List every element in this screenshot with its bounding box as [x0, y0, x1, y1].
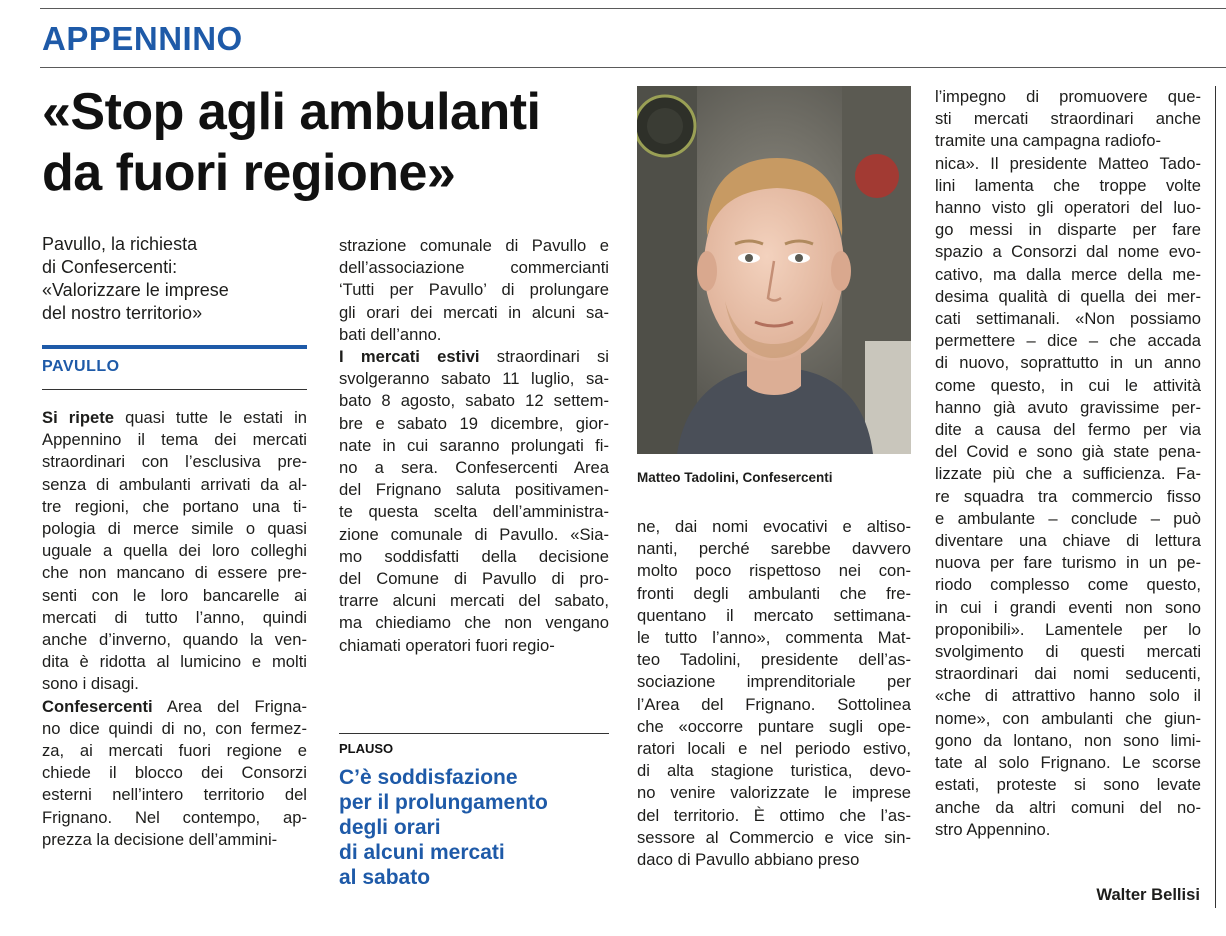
text-line: [42, 718, 307, 740]
text-line: [935, 774, 1201, 796]
line-text: za, ai mercati fuori regione e: [42, 741, 307, 761]
line-text: bato 8 agosto, sabato 12 settem-: [339, 391, 609, 411]
text-line: [339, 479, 609, 501]
line-text: dite a causa del fermo per via: [935, 420, 1201, 440]
text-line: [637, 560, 911, 582]
text-line: [935, 197, 1201, 219]
line-text: no a sera. Confesercenti Area: [339, 458, 609, 478]
portrait-illustration: [637, 86, 911, 454]
line-text: re squadra tra commercio fisso: [935, 486, 1201, 506]
text-line: [339, 368, 609, 390]
line-text: te questa scelta dell’amministra-: [339, 502, 609, 522]
text-line: [339, 413, 609, 435]
text-line: [42, 607, 307, 629]
line-text: del Frignano saluta positivamen-: [339, 480, 609, 500]
line-text: quasi tutte le estati in: [113, 408, 307, 427]
line-text: ma chiediamo che non vengano: [339, 613, 609, 633]
text-line: [637, 849, 911, 871]
text-line: [935, 574, 1201, 596]
article-column-3: [637, 516, 911, 871]
text-line: [42, 629, 307, 651]
text-line: [339, 524, 609, 546]
text-line: [339, 590, 609, 612]
text-line: [935, 597, 1201, 619]
text-line: [935, 685, 1201, 707]
lead-in: Si ripete: [42, 408, 114, 427]
text-line: [637, 538, 911, 560]
line-text: esterni nell’intero territorio del: [42, 785, 307, 805]
line-text: fronti degli ambulanti che fre-: [637, 583, 911, 603]
box-headline-line: per il prolungamento: [339, 791, 548, 814]
line-text: bati dell’anno.: [339, 324, 442, 344]
text-line: [42, 784, 307, 806]
line-text: nuova per fare turismo in un pe-: [935, 553, 1201, 573]
text-line: [339, 612, 609, 634]
line-text: come questo, in cui le attività: [935, 375, 1201, 395]
text-line: [339, 568, 609, 590]
line-text: nome», con ambulanti che giun-: [935, 708, 1201, 728]
text-line: [42, 474, 307, 496]
kicker-rule: [42, 389, 307, 390]
text-line: [339, 279, 609, 301]
line-text: svolgimento di questi mercati: [935, 642, 1201, 662]
line-text: molto poco rispettoso nei con-: [637, 561, 911, 581]
line-text: uguale a quella dei loro colleghi: [42, 541, 307, 561]
text-line: [637, 716, 911, 738]
column-divider: [1215, 86, 1216, 908]
line-text: gono da lontano, non sono limi-: [935, 730, 1201, 750]
box-top-rule: [339, 733, 609, 734]
line-text: nica». Il presidente Matteo Tado-: [935, 153, 1201, 173]
article-column-1: [42, 407, 307, 851]
text-line: [935, 797, 1201, 819]
box-label: PLAUSO: [339, 741, 394, 756]
text-line: [339, 457, 609, 479]
text-line: [935, 552, 1201, 574]
line-text: cati settimanali. «Non possiamo: [935, 309, 1201, 329]
text-line: [637, 671, 911, 693]
text-line: [339, 435, 609, 457]
line-text: go messi in disparte per fare: [935, 220, 1201, 240]
text-line: [339, 324, 609, 346]
line-text: che «occorre puntare sugli ope-: [637, 716, 911, 736]
text-line: [935, 441, 1201, 463]
text-line: [42, 740, 307, 762]
line-text: anche d’inverno, quando la ven-: [42, 630, 307, 650]
line-text: hanno visto gli operatori del luo-: [935, 198, 1201, 218]
article-column-2: [339, 235, 609, 657]
text-line: [339, 257, 609, 279]
line-text: bre e sabato 19 dicembre, gior-: [339, 413, 609, 433]
subhead-line: Pavullo, la richiesta: [42, 234, 198, 254]
text-line: [935, 752, 1201, 774]
text-line: [42, 829, 307, 851]
text-line: [935, 130, 1201, 152]
text-line: [42, 562, 307, 584]
line-text: tate al solo Frignano. Le scorse: [935, 753, 1201, 773]
text-line: [42, 451, 307, 473]
subhead-line: «Valorizzare le imprese: [42, 280, 229, 300]
lead-in: I mercati estivi: [339, 347, 480, 367]
line-text: ratori locali e nel periodo estivo,: [637, 739, 911, 759]
text-line: [935, 486, 1201, 508]
line-text: lini lamenta che troppe volte: [935, 175, 1201, 195]
text-line: [339, 390, 609, 412]
text-line: [935, 708, 1201, 730]
line-text: desima qualità di quella dei mer-: [935, 286, 1201, 306]
text-line: [935, 352, 1201, 374]
line-text: daco di Pavullo abbiano preso: [637, 850, 860, 870]
line-text: straordinari dai nomi seducenti,: [935, 664, 1201, 684]
subheadline: [42, 233, 322, 325]
line-text: senti con le loro bancarelle ai: [42, 585, 307, 605]
line-text: del Covid e sono già state pena-: [935, 442, 1201, 462]
line-text: no venire valorizzate le imprese: [637, 783, 911, 803]
text-line: [935, 530, 1201, 552]
line-text: spazio a Consorzi dal nome evo-: [935, 242, 1201, 262]
lead-in: Confesercenti: [42, 696, 153, 716]
author-signature: Walter Bellisi: [1096, 885, 1200, 904]
text-line: [339, 346, 609, 368]
subhead-line: del nostro territorio»: [42, 303, 203, 323]
line-text: dita è ridotta al lumicino e molti: [42, 652, 307, 672]
text-line: [935, 375, 1201, 397]
line-text: del Comune di Pavullo di pro-: [339, 569, 609, 589]
line-text: che non mancano di essere pre-: [42, 563, 307, 583]
text-line: [935, 241, 1201, 263]
line-text: Area del Frigna-: [152, 696, 307, 716]
line-text: chiede il blocco dei Consorzi: [42, 763, 307, 783]
line-text: sono i disagi.: [42, 674, 139, 694]
text-line: [42, 585, 307, 607]
subhead-line: di Confesercenti:: [42, 257, 178, 277]
line-text: prezza la decisione dell’ammini-: [42, 829, 278, 849]
headline: [42, 82, 632, 204]
line-text: del territorio. È ottimo che l’as-: [637, 805, 911, 825]
text-line: [935, 508, 1201, 530]
line-text: straordinari si: [479, 347, 609, 367]
line-text: mo soddisfatti della decisione: [339, 546, 609, 566]
headline-line: da fuori regione»: [42, 144, 456, 202]
line-text: diventare una chiave di lettura: [935, 531, 1201, 551]
text-line: [637, 649, 911, 671]
top-rule: [40, 8, 1226, 9]
text-line: [42, 651, 307, 673]
text-line: [42, 429, 307, 451]
line-text: trarre alcuni mercati del sabato,: [339, 591, 609, 611]
text-line: [935, 264, 1201, 286]
line-text: cativo, ma dalla merce della me-: [935, 264, 1201, 284]
line-text: di alta stagione turistica, devo-: [637, 761, 911, 781]
line-text: «che di attrattivo hanno solo il: [935, 686, 1201, 706]
line-text: hanno già avuto gravissime per-: [935, 397, 1201, 417]
photo-caption: Matteo Tadolini, Confesercenti: [637, 470, 833, 485]
text-line: [637, 827, 911, 849]
text-line: [42, 696, 307, 718]
section-rule: [40, 67, 1226, 68]
text-line: [935, 86, 1201, 108]
text-line: [339, 635, 609, 657]
line-text: quentano il mercato settimana-: [637, 605, 911, 625]
text-line: [935, 463, 1201, 485]
line-text: sessore al Commercio e vice sin-: [637, 827, 911, 847]
line-text: svolgeranno sabato 11 luglio, sa-: [339, 369, 609, 389]
article-column-4: [935, 86, 1201, 841]
line-text: teo Tadolini, presidente dell’as-: [637, 650, 911, 670]
line-text: l’impegno di promuovere que-: [935, 87, 1201, 106]
line-text: le tutto l’anno», commenta Mat-: [637, 628, 911, 648]
text-line: [935, 286, 1201, 308]
line-text: nanti, perché sarebbe davvero: [637, 539, 911, 559]
text-line: [637, 583, 911, 605]
text-line: [935, 641, 1201, 663]
text-line: [637, 605, 911, 627]
text-line: [935, 308, 1201, 330]
text-line: [42, 518, 307, 540]
text-line: [637, 627, 911, 649]
text-line: [935, 663, 1201, 685]
line-text: pologia di merce simile o quasi: [42, 519, 307, 539]
text-line: [637, 738, 911, 760]
line-text: nate in cui saranno prolungati fi-: [339, 435, 609, 455]
line-text: gli orari dei mercati in alcuni sa-: [339, 302, 609, 322]
line-text: anche da altri comuni del no-: [935, 797, 1201, 817]
text-line: [339, 235, 609, 257]
line-text: senza di ambulanti arrivati da al-: [42, 474, 307, 494]
text-line: [637, 694, 911, 716]
text-line: [42, 407, 307, 429]
section-title: APPENNINO: [42, 20, 243, 57]
text-line: [935, 819, 1201, 841]
line-text: tramite una campagna radiofo-: [935, 131, 1161, 151]
text-line: [935, 330, 1201, 352]
text-line: [42, 762, 307, 784]
line-text: di nuovo, soprattutto in un anno: [935, 353, 1201, 373]
line-text: proponibili». Lamentele per lo: [935, 619, 1201, 639]
line-text: sti mercati straordinari anche: [935, 109, 1201, 129]
text-line: [637, 782, 911, 804]
text-line: [42, 496, 307, 518]
kicker: PAVULLO: [42, 358, 120, 375]
line-text: Appennino il tema dei mercati: [42, 430, 307, 450]
text-line: [935, 175, 1201, 197]
text-line: [637, 516, 911, 538]
line-text: in cui i grandi eventi non sono: [935, 597, 1201, 617]
box-headline-line: C’è soddisfazione: [339, 766, 518, 789]
text-line: [935, 153, 1201, 175]
line-text: stro Appennino.: [935, 819, 1051, 839]
line-text: dell’associazione commercianti: [339, 258, 609, 278]
box-headline: [339, 765, 609, 890]
line-text: riodo complesso come questo,: [935, 575, 1201, 595]
portrait-photo: [637, 86, 911, 454]
line-text: ‘Tutti per Pavullo’ di prolungare: [339, 280, 609, 300]
text-line: [637, 760, 911, 782]
line-text: chiamati operatori fuori regio-: [339, 635, 555, 655]
line-text: l’Area del Frignano. Sottolinea: [637, 694, 911, 714]
text-line: [42, 807, 307, 829]
headline-line: «Stop agli ambulanti: [42, 83, 541, 141]
line-text: lizzate più che a sufficienza. Fa-: [935, 464, 1201, 484]
text-line: [935, 219, 1201, 241]
text-line: [935, 419, 1201, 441]
text-line: [42, 673, 307, 695]
line-text: ne, dai nomi evocativi e altiso-: [637, 517, 911, 536]
text-line: [339, 501, 609, 523]
text-line: [935, 730, 1201, 752]
line-text: Frignano. Nel contempo, ap-: [42, 807, 307, 827]
text-line: [339, 302, 609, 324]
box-headline-line: degli orari: [339, 816, 441, 839]
line-text: zione comunale di Pavullo. «Sia-: [339, 524, 609, 544]
line-text: no dice quindi di no, con fermez-: [42, 718, 307, 738]
line-text: e ambulante – conclude – può: [935, 508, 1201, 528]
line-text: sociazione imprenditoriale per: [637, 672, 911, 692]
box-headline-line: al sabato: [339, 866, 431, 889]
text-line: [935, 397, 1201, 419]
text-line: [339, 546, 609, 568]
line-text: straordinari con l’esclusiva pre-: [42, 452, 307, 472]
line-text: mercati di tutto l’anno, quindi: [42, 607, 307, 627]
text-line: [935, 619, 1201, 641]
kicker-bar: [42, 345, 307, 349]
line-text: estati, proteste si sono levate: [935, 775, 1201, 795]
line-text: tre regioni, che portano una ti-: [42, 496, 307, 516]
text-line: [637, 805, 911, 827]
text-line: [935, 108, 1201, 130]
text-line: [42, 540, 307, 562]
line-text: permettere – dice – che accada: [935, 331, 1201, 351]
box-headline-line: di alcuni mercati: [339, 841, 505, 864]
line-text: strazione comunale di Pavullo e: [339, 236, 609, 255]
